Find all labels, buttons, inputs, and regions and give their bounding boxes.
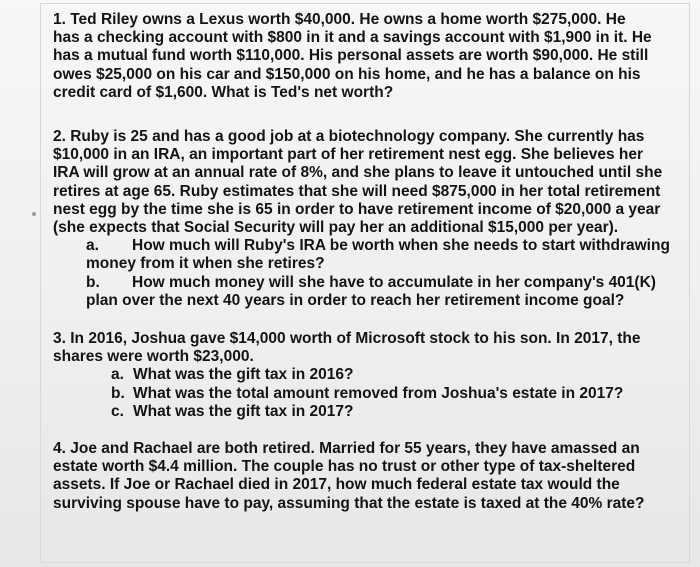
question-4 bbox=[53, 440, 653, 513]
question-1-line: owes $25,000 on his car and $150,000 on his home, and he has a balance on his bbox=[53, 65, 641, 83]
question-3a bbox=[53, 366, 653, 384]
question-2-line: retires at age 65. Ruby estimates that she will need $875,000 in her total retirement bbox=[53, 182, 661, 200]
question-2a-continuation: money from it when she retires? bbox=[86, 255, 325, 273]
question-4-line: surviving spouse have to pay, assuming that the estate is taxed at the 40% rate? bbox=[53, 494, 645, 512]
question-1-line: 1. Ted Riley owns a Lexus worth $40,000. He owns a home worth $275,000. He bbox=[53, 11, 626, 28]
question-2-line: IRA will grow at an annual rate of 8%, and she plans to leave it untouched until she bbox=[53, 164, 663, 182]
question-3 bbox=[53, 330, 653, 421]
question-1 bbox=[53, 11, 653, 102]
question-4-line: 4. Joe and Rachael are both retired. Married for 55 years, they have amassed an bbox=[53, 440, 640, 457]
question-3a-letter: a. bbox=[111, 366, 124, 384]
question-3a-text: What was the gift tax in 2016? bbox=[133, 366, 354, 384]
question-2b-letter: b. bbox=[86, 273, 100, 291]
question-3c bbox=[53, 403, 653, 421]
bullet-dot bbox=[32, 212, 36, 216]
question-2a-text: How much will Ruby's IRA be worth when she needs to start withdrawing bbox=[132, 237, 670, 255]
question-1-line: has a checking account with $800 in it and a savings account with $1,900 in it. He bbox=[53, 29, 652, 47]
question-2-line: 2. Ruby is 25 and has a good job at a biotechnology company. She currently has bbox=[53, 128, 645, 145]
question-3c-text: What was the gift tax in 2017? bbox=[133, 402, 354, 420]
question-2b-continuation: plan over the next 40 years in order to reach her retirement income goal? bbox=[86, 291, 625, 309]
question-2b-text: How much money will she have to accumulate in her company's 401(K) bbox=[132, 273, 656, 291]
question-3b-letter: b. bbox=[111, 384, 125, 402]
question-2a-letter: a. bbox=[86, 237, 99, 255]
question-3b bbox=[53, 385, 653, 403]
question-2a bbox=[53, 237, 670, 255]
question-1-line: has a mutual fund worth $110,000. His personal assets are worth $90,000. He still bbox=[53, 47, 649, 65]
question-2-line: nest egg by the time she is 65 in order to have retirement income of $20,000 a year bbox=[53, 200, 661, 218]
question-2 bbox=[53, 128, 670, 310]
question-3-line: shares were worth $23,000. bbox=[53, 348, 254, 366]
question-3-line: 3. In 2016, Joshua gave $14,000 worth of Microsoft stock to his son. In 2017, the bbox=[53, 330, 641, 347]
question-2-line: (she expects that Social Security will pay her an additional $15,000 per year). bbox=[53, 219, 619, 237]
question-1-line: credit card of $1,600. What is Ted's net worth? bbox=[53, 83, 394, 101]
question-4-line: assets. If Joe or Rachael died in 2017, how much federal estate tax would the bbox=[53, 476, 620, 494]
question-2-line: $10,000 in an IRA, an important part of her retirement nest egg. She believes her bbox=[53, 146, 644, 164]
question-2b bbox=[53, 273, 656, 292]
question-3c-letter: c. bbox=[111, 402, 124, 420]
question-3b-text: What was the total amount removed from Joshua's estate in 2017? bbox=[133, 384, 624, 402]
question-4-line: estate worth $4.4 million. The couple has no trust or other type of tax-sheltered bbox=[53, 458, 636, 476]
